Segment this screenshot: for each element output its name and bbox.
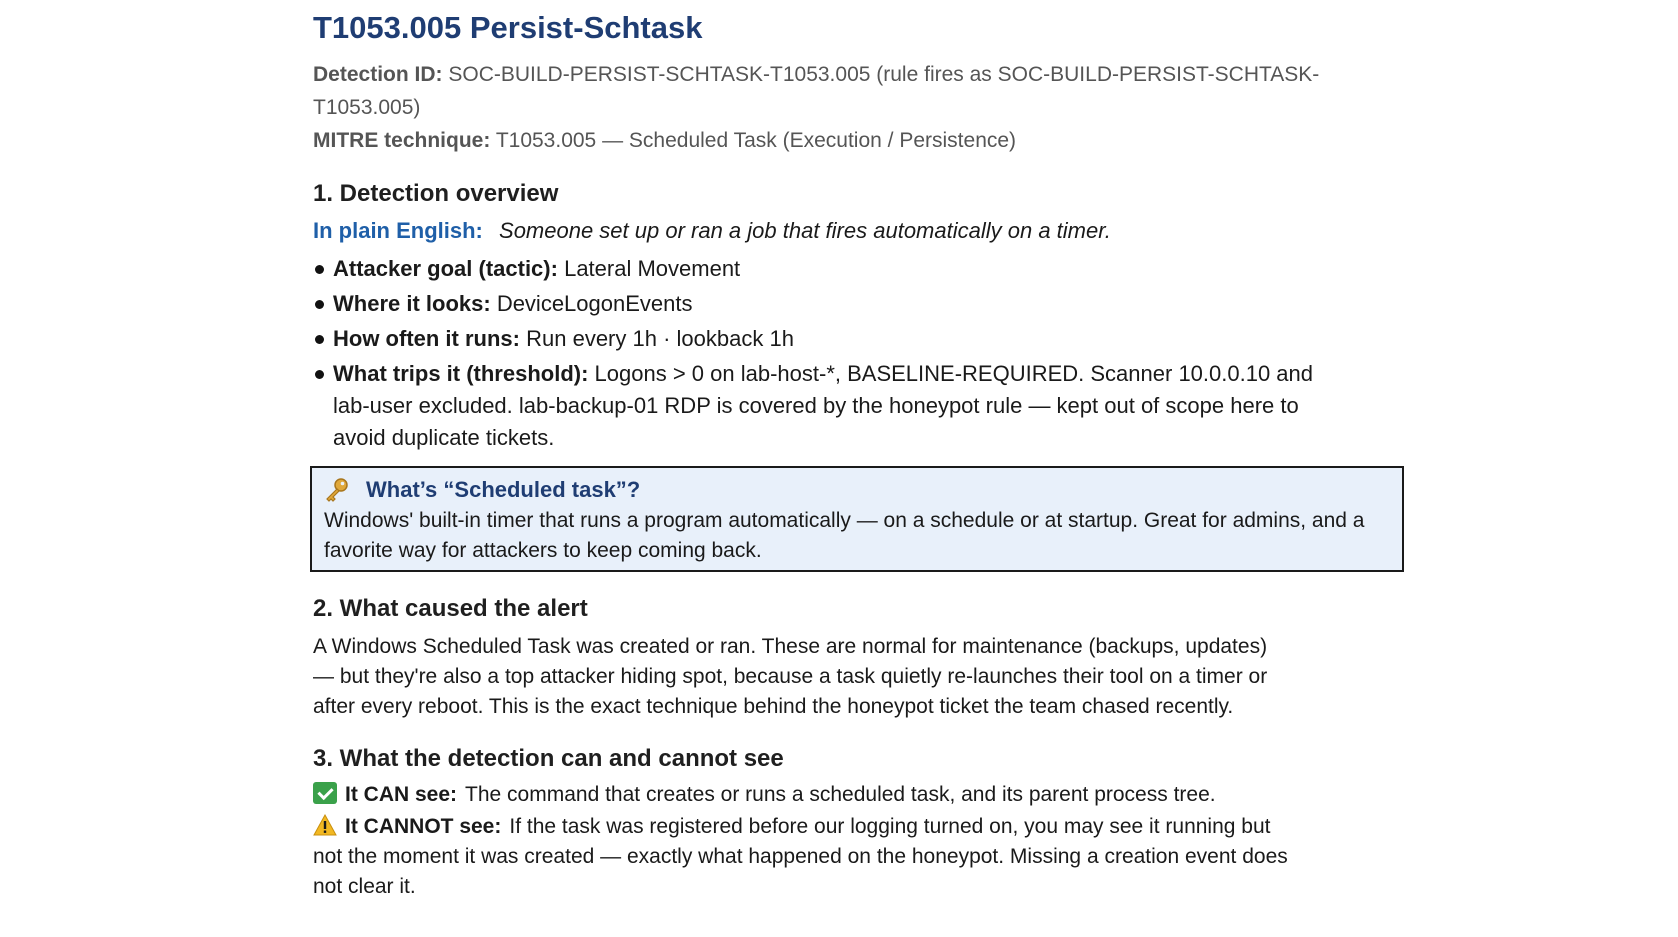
callout-title: What’s “Scheduled task”? [366, 477, 641, 502]
bullet-label: What trips it (threshold): [333, 361, 589, 386]
detection-id-value: SOC-BUILD-PERSIST-SCHTASK-T1053.005 (rule fires as SOC-BUILD-PERSIST-SCHTASK-T1053.005) [313, 63, 1320, 119]
detection-id-line [313, 58, 1413, 124]
bullet-dot [315, 335, 324, 344]
cannot-see-text: If the task was registered before our logging turned on, you may see it running but not the moment it was created — exactly what happened on the honeypot. Missing a creation event does not clear it. [313, 815, 1288, 898]
can-see-label: It CAN see: [345, 783, 458, 806]
bullet-dot [315, 300, 324, 309]
bullet-frequency [313, 323, 1333, 355]
cannot-see-label: It CANNOT see: [345, 815, 502, 838]
bullet-dot [315, 370, 324, 379]
plain-english-label: In plain English: [313, 218, 483, 243]
cannot-see-line [313, 812, 1293, 902]
definition-callout [310, 466, 1404, 572]
bullet-threshold [313, 358, 1333, 454]
section-heading-visibility: 3. What the detection can and cannot see [313, 745, 784, 772]
cause-paragraph: A Windows Scheduled Task was created or ran. These are normal for maintenance (backups, updates) — but they're also a top attacker hiding spot, because a task quietly re-launches their tool on a timer or after every reboot. This is the exact technique behind the honeypot ticket the team chased recently. [313, 635, 1268, 718]
document-content [313, 0, 1413, 902]
warning-icon [313, 814, 337, 836]
bullet-label: Attacker goal (tactic): [333, 256, 558, 281]
bullet-value: Run every 1h · lookback 1h [526, 326, 794, 351]
bullet-label: How often it runs: [333, 326, 520, 351]
overview-bullet-list [313, 253, 1413, 454]
bullet-value: Logons > 0 on lab-host-*, BASELINE-REQUIRED. Scanner 10.0.0.10 and lab-user excluded. lab-backup-01 RDP is covered by the honeypot rule — kept out of scope here to avoid duplicate tickets. [333, 361, 1314, 450]
callout-header [324, 474, 1390, 506]
detection-id-label: Detection ID: [313, 63, 443, 86]
bullet-tactic [313, 253, 1333, 285]
can-see-line [313, 780, 1293, 810]
mitre-line [313, 124, 1413, 157]
plain-english-text: Someone set up or ran a job that fires automatically on a timer. [499, 218, 1111, 243]
bullet-label: Where it looks: [333, 291, 491, 316]
plain-english-line [313, 215, 1413, 247]
bullet-value: DeviceLogonEvents [496, 291, 693, 316]
page-title: T1053.005 Persist-Schtask [313, 10, 703, 45]
mitre-value: T1053.005 — Scheduled Task (Execution / Persistence) [495, 129, 1017, 152]
bullet-dot [315, 265, 324, 274]
callout-body: Windows' built-in timer that runs a program automatically — on a schedule or at startup. Great for admins, and a favorite way for attackers to keep coming back. [324, 509, 1365, 562]
can-see-text: The command that creates or runs a scheduled task, and its parent process tree. [465, 783, 1216, 806]
mitre-label: MITRE technique: [313, 129, 491, 152]
detection-meta [313, 58, 1413, 157]
key-icon [324, 477, 350, 503]
bullet-value: Lateral Movement [564, 256, 741, 281]
section-heading-cause: 2. What caused the alert [313, 595, 588, 622]
check-icon [313, 782, 337, 804]
bullet-source [313, 288, 1333, 320]
section-heading-overview: 1. Detection overview [313, 180, 559, 207]
